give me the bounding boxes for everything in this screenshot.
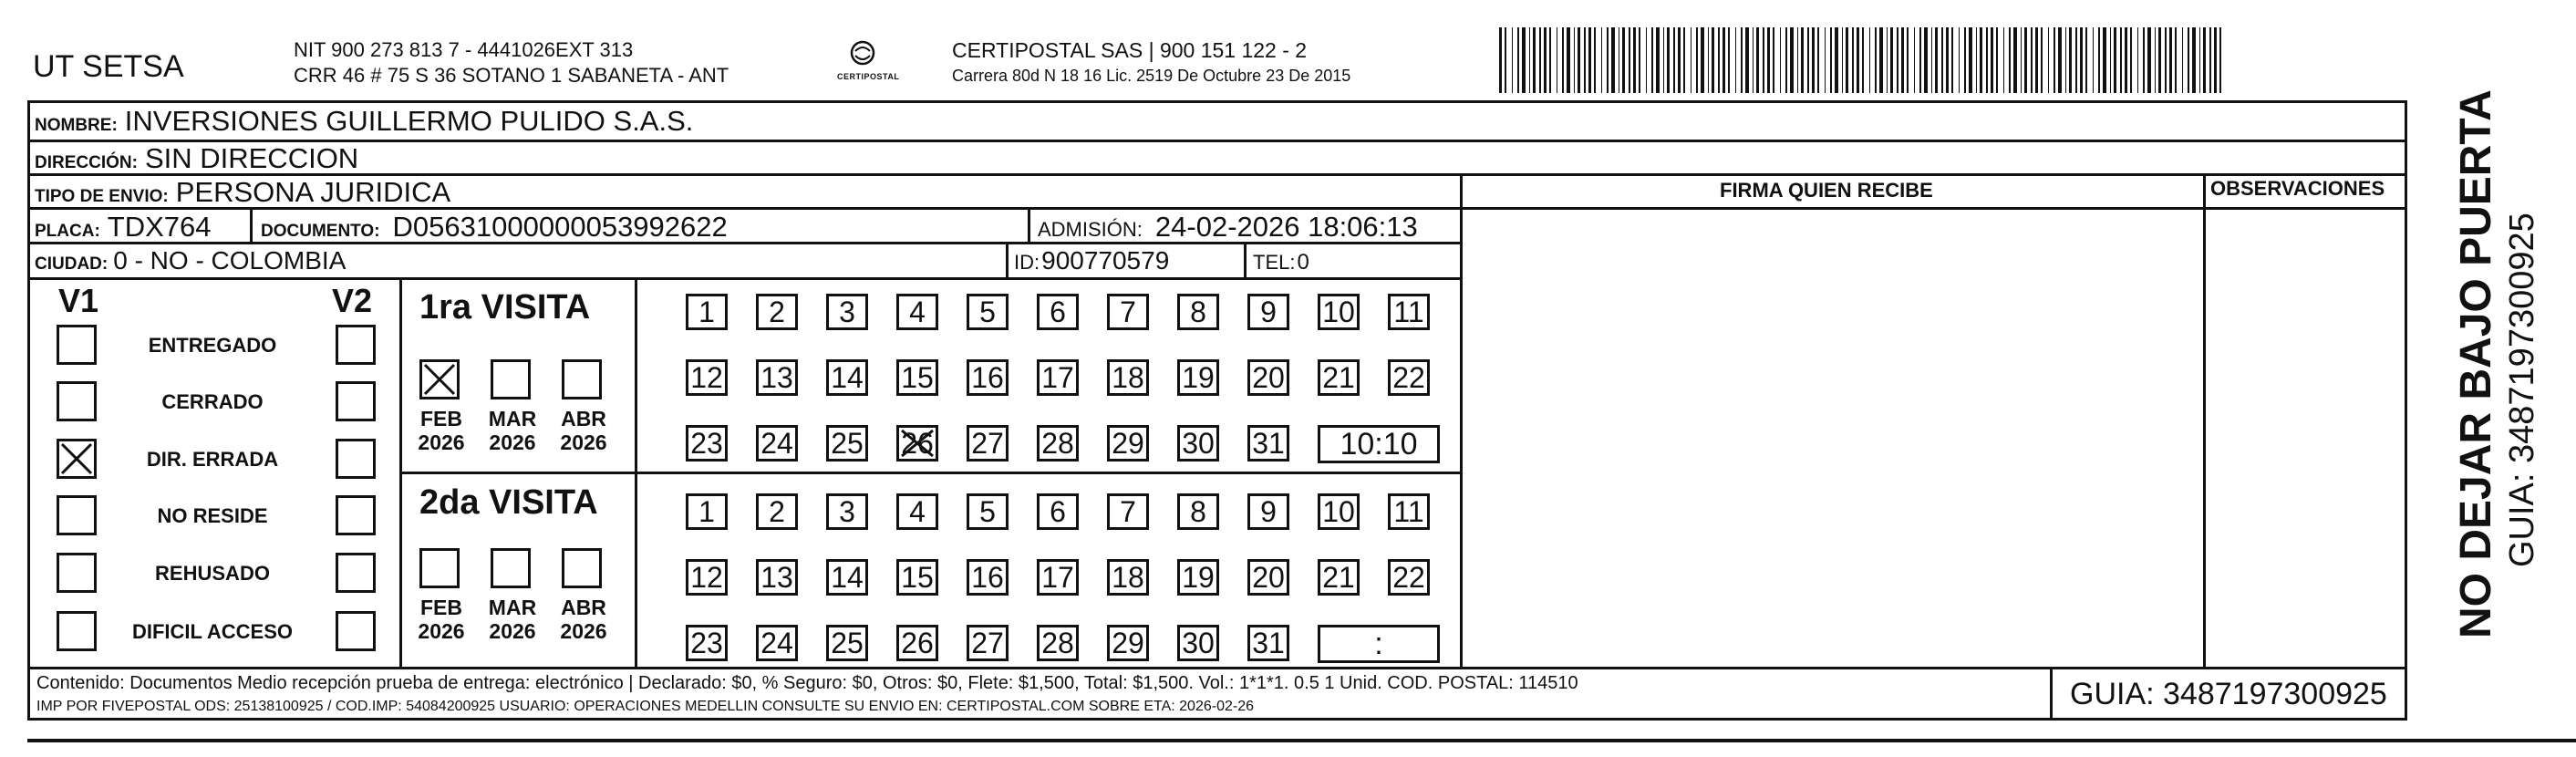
day-box[interactable]: 25 — [826, 425, 868, 461]
day-box[interactable]: 31 — [1247, 425, 1289, 461]
v2-checkbox[interactable] — [336, 495, 376, 535]
day-box[interactable]: 2 — [756, 493, 798, 530]
v1-checkbox[interactable] — [57, 553, 97, 593]
id-label: ID: — [1014, 251, 1040, 274]
year-label: 2026 — [418, 430, 465, 454]
first-visit-title: 1ra VISITA — [419, 288, 591, 327]
v1-label: V1 — [58, 282, 99, 319]
ciudad-value: 0 - NO - COLOMBIA — [113, 246, 347, 275]
day-box[interactable]: 18 — [1107, 359, 1149, 396]
documento-label: DOCUMENTO: — [261, 222, 380, 241]
day-box[interactable]: 7 — [1107, 294, 1149, 330]
documento-value: D05631000000053992622 — [392, 211, 728, 243]
day-box[interactable]: 20 — [1247, 559, 1289, 596]
day-box[interactable]: 12 — [686, 359, 728, 396]
time-box[interactable]: 10:10 — [1318, 425, 1440, 463]
tel-row — [1253, 250, 1309, 275]
logo-text: CERTIPOSTAL — [837, 72, 900, 81]
day-box[interactable]: 14 — [826, 559, 868, 596]
certipostal-logo — [835, 38, 900, 89]
month-checkbox[interactable] — [562, 548, 602, 588]
ciudad-label: CIUDAD: — [35, 254, 109, 274]
day-box[interactable]: 23 — [686, 425, 728, 461]
day-box[interactable]: 10 — [1318, 294, 1360, 330]
month-label: MAR — [488, 596, 537, 619]
month-checkbox[interactable] — [491, 548, 531, 588]
month-label: ABR — [561, 596, 606, 619]
day-box[interactable]: 6 — [1037, 294, 1079, 330]
day-box[interactable]: 24 — [756, 625, 798, 661]
month-checkbox[interactable] — [562, 359, 602, 399]
documento-row — [261, 211, 728, 244]
day-box[interactable]: 29 — [1107, 625, 1149, 661]
day-box[interactable]: 18 — [1107, 559, 1149, 596]
day-box[interactable]: 16 — [967, 359, 1009, 396]
tel-label: TEL: — [1253, 251, 1296, 274]
v2-checkbox[interactable] — [336, 381, 376, 421]
v2-checkbox[interactable] — [336, 611, 376, 651]
day-box[interactable]: 19 — [1177, 559, 1219, 596]
nombre-label: NOMBRE: — [35, 116, 118, 135]
year-label: 2026 — [560, 430, 607, 454]
day-box[interactable]: 3 — [826, 493, 868, 530]
day-box[interactable]: 16 — [967, 559, 1009, 596]
year-label: 2026 — [489, 619, 536, 643]
day-box[interactable]: 21 — [1318, 559, 1360, 596]
day-box[interactable]: 24 — [756, 425, 798, 461]
carrier-line-2: Carrera 80d N 18 16 Lic. 2519 De Octubre 23 De 2015 — [952, 67, 1351, 85]
day-box[interactable]: 17 — [1037, 559, 1079, 596]
year-label: 2026 — [560, 619, 607, 643]
tipo-label: TIPO DE ENVIO: — [35, 187, 169, 206]
day-box[interactable]: 1 — [686, 294, 728, 330]
month-checkbox[interactable] — [491, 359, 531, 399]
day-box[interactable]: 6 — [1037, 493, 1079, 530]
day-box[interactable]: 5 — [967, 493, 1009, 530]
nombre-row — [35, 105, 693, 138]
direccion-row — [35, 142, 358, 175]
day-box[interactable]: 7 — [1107, 493, 1149, 530]
placa-row — [35, 211, 212, 244]
placa-label: PLACA: — [35, 222, 100, 241]
day-box[interactable]: 21 — [1318, 359, 1360, 396]
day-box[interactable]: 3 — [826, 294, 868, 330]
status-label: CERRADO — [161, 390, 264, 413]
v2-checkbox[interactable] — [336, 553, 376, 593]
day-box[interactable]: 26 — [896, 625, 938, 661]
day-box[interactable]: 5 — [967, 294, 1009, 330]
tipo-value: PERSONA JURIDICA — [175, 176, 451, 208]
month-label: FEB — [420, 407, 462, 430]
day-box[interactable]: 17 — [1037, 359, 1079, 396]
day-box[interactable]: 25 — [826, 625, 868, 661]
month-label: ABR — [561, 407, 606, 430]
day-box[interactable]: 9 — [1247, 294, 1289, 330]
second-visit-title: 2da VISITA — [419, 483, 598, 522]
v1-checkbox[interactable] — [57, 381, 97, 421]
month-checkbox[interactable] — [419, 359, 460, 399]
company-name: UT SETSA — [33, 49, 184, 84]
year-label: 2026 — [418, 619, 465, 643]
day-box[interactable]: 2 — [756, 294, 798, 330]
footer-line-2: IMP POR FIVEPOSTAL ODS: 25138100925 / COD.IMP: 54084200925 USUARIO: OPERACIONES MEDELLIN CONSULTE SU ENVIO EN: CERTIPOSTAL.COM SOBRE ETA: 2026-02-26 — [36, 699, 1254, 714]
day-box[interactable]: 30 — [1177, 425, 1219, 461]
day-box[interactable]: 22 — [1388, 359, 1430, 396]
month-label: FEB — [420, 596, 462, 619]
day-box[interactable]: 27 — [967, 625, 1009, 661]
day-box[interactable]: 15 — [896, 359, 938, 396]
v2-checkbox[interactable] — [336, 439, 376, 479]
day-box[interactable]: 26 — [896, 425, 938, 461]
direccion-label: DIRECCIÓN: — [35, 153, 138, 172]
day-box[interactable]: 13 — [756, 559, 798, 596]
month-checkbox[interactable] — [419, 548, 460, 588]
side-guia: GUIA: 3487197300925 — [2503, 213, 2541, 567]
day-box[interactable]: 13 — [756, 359, 798, 396]
day-box[interactable]: 23 — [686, 625, 728, 661]
status-label: REHUSADO — [155, 562, 270, 585]
time-box[interactable]: : — [1318, 625, 1440, 663]
day-box[interactable]: 4 — [896, 493, 938, 530]
tel-value: 0 — [1297, 250, 1309, 275]
footer-guia: GUIA: 3487197300925 — [2070, 677, 2387, 711]
admision-label: ADMISIÓN: — [1038, 218, 1143, 241]
month-label: MAR — [488, 407, 537, 430]
carrier-line-1: CERTIPOSTAL SAS | 900 151 122 - 2 — [952, 38, 1308, 62]
tipo-row — [35, 176, 450, 209]
v2-checkbox[interactable] — [336, 325, 376, 365]
nit-line-1: NIT 900 273 813 7 - 4441026EXT 313 — [294, 38, 634, 61]
day-box[interactable]: 12 — [686, 559, 728, 596]
status-label: NO RESIDE — [157, 504, 268, 527]
observaciones-header: OBSERVACIONES — [2210, 177, 2385, 200]
day-box[interactable]: 29 — [1107, 425, 1149, 461]
side-notice-text: NO DEJAR BAJO PUERTA — [2452, 89, 2500, 638]
side-notice — [2409, 89, 2541, 648]
day-box[interactable]: 28 — [1037, 625, 1079, 661]
day-box[interactable]: 31 — [1247, 625, 1289, 661]
nit-line-2: CRR 46 # 75 S 36 SOTANO 1 SABANETA - ANT — [294, 64, 729, 87]
day-box[interactable]: 9 — [1247, 493, 1289, 530]
day-box[interactable]: 4 — [896, 294, 938, 330]
day-box[interactable]: 8 — [1177, 294, 1219, 330]
day-box[interactable]: 8 — [1177, 493, 1219, 530]
day-box[interactable]: 19 — [1177, 359, 1219, 396]
day-box[interactable]: 20 — [1247, 359, 1289, 396]
v1-checkbox[interactable] — [57, 611, 97, 651]
id-row — [1014, 246, 1169, 275]
placa-value: TDX764 — [107, 211, 212, 243]
status-label: DIR. ERRADA — [146, 448, 279, 471]
firma-header: FIRMA QUIEN RECIBE — [1720, 179, 1933, 202]
v2-label: V2 — [332, 282, 373, 319]
ciudad-row — [35, 246, 346, 275]
day-box[interactable]: 14 — [826, 359, 868, 396]
day-box[interactable]: 1 — [686, 493, 728, 530]
barcode — [1499, 27, 2229, 93]
admision-row — [1038, 211, 1418, 244]
day-box[interactable]: 11 — [1388, 294, 1430, 330]
direccion-value: SIN DIRECCION — [144, 142, 359, 174]
day-box[interactable]: 15 — [896, 559, 938, 596]
day-box[interactable]: 27 — [967, 425, 1009, 461]
day-box[interactable]: 28 — [1037, 425, 1079, 461]
year-label: 2026 — [489, 430, 536, 454]
id-value: 900770579 — [1041, 246, 1170, 275]
day-box[interactable]: 22 — [1388, 559, 1430, 596]
v1-checkbox[interactable] — [57, 439, 97, 479]
admision-value: 24-02-2026 18:06:13 — [1154, 211, 1418, 243]
v1-checkbox[interactable] — [57, 495, 97, 535]
status-label: DIFICIL ACCESO — [131, 620, 293, 643]
v1-checkbox[interactable] — [57, 325, 97, 365]
status-label: ENTREGADO — [148, 334, 277, 357]
day-box[interactable]: 30 — [1177, 625, 1219, 661]
day-box[interactable]: 10 — [1318, 493, 1360, 530]
nombre-value: INVERSIONES GUILLERMO PULIDO S.A.S. — [124, 105, 694, 137]
footer-line-1: Contenido: Documentos Medio recepción prueba de entrega: electrónico | Declarado: $0, % Seguro: $0, Otros: $0, Flete: $1,500, Total: $1,500. Vol.: 1*1*1. 0.5 1 Unid. COD. POSTAL: 114510 — [36, 673, 1578, 693]
day-box[interactable]: 11 — [1388, 493, 1430, 530]
